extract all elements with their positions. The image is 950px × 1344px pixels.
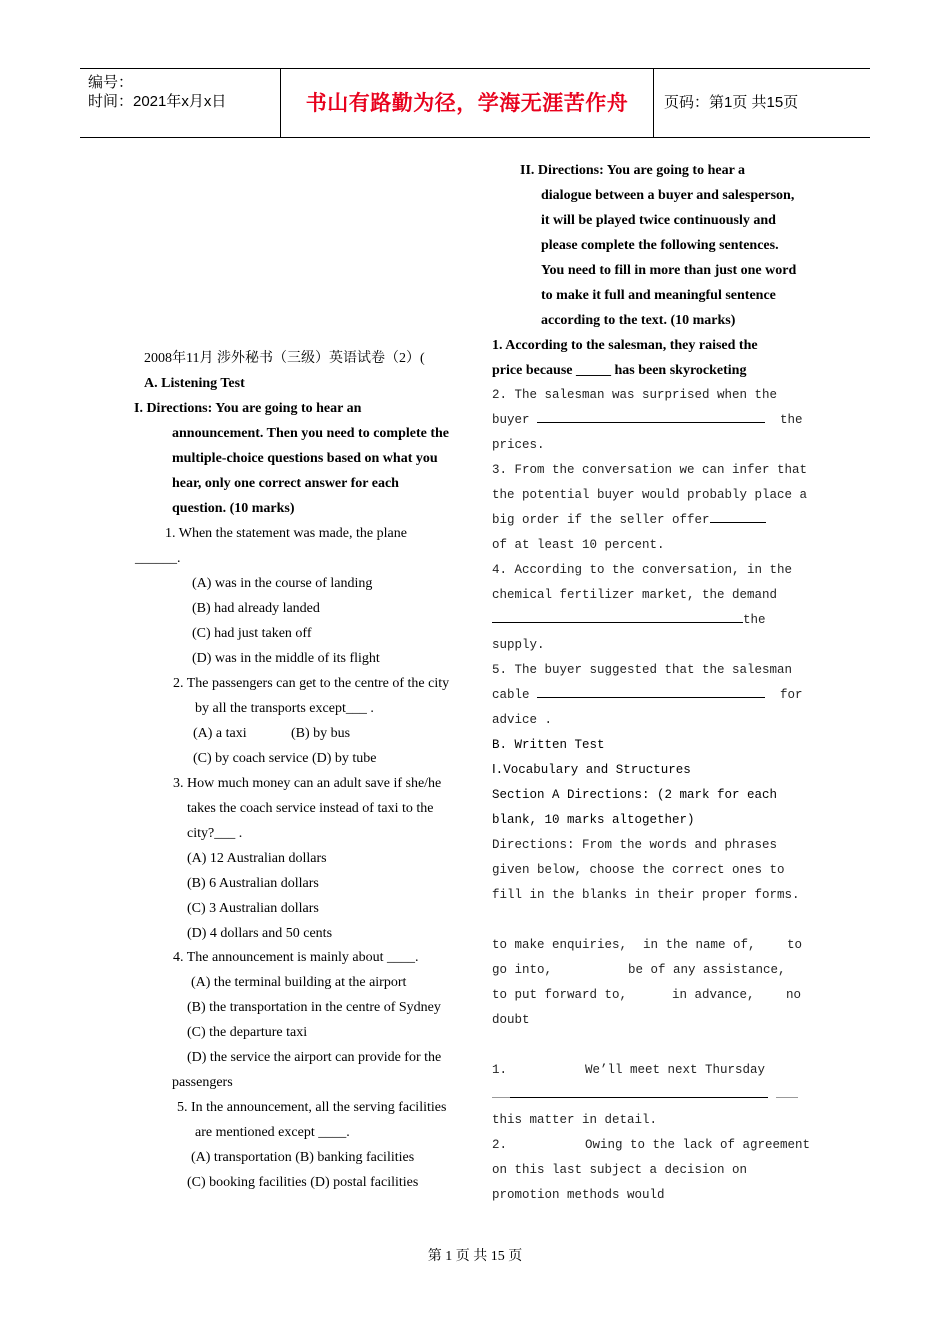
option: (B) by bus <box>291 726 351 741</box>
blank-line <box>710 509 766 523</box>
sentence-3: 3. From the conversation we can infer that <box>492 463 808 477</box>
directions-line: Directions: From the words and phrases <box>492 838 778 852</box>
phrase: to <box>787 938 803 952</box>
section-a-directions: blank, 10 marks altogether) <box>492 813 695 827</box>
sentence-3-word: big order if the seller offer <box>492 513 710 527</box>
sentence-3-cont <box>492 508 766 533</box>
question-3-cont: takes the coach service instead of taxi to the <box>187 801 434 816</box>
exercise-2: Owing to the lack of agreement <box>585 1138 811 1152</box>
phrase: doubt <box>492 1013 530 1027</box>
sentence-4-word: the <box>743 613 766 627</box>
sentence-4-cont: chemical fertilizer market, the demand <box>492 588 778 602</box>
phrase: in the name of, <box>643 938 756 952</box>
blank-line <box>492 609 743 623</box>
option: (A) the terminal building at the airport <box>191 975 407 990</box>
sentence-2-word: the <box>780 413 803 427</box>
dir1-line: multiple-choice questions based on what you <box>172 451 438 466</box>
dir1-line: hear, only one correct answer for each <box>172 476 399 491</box>
question-3: 3. How much money can an adult save if she/he <box>173 776 442 791</box>
phrase: go into, <box>492 963 553 977</box>
phrase: no <box>786 988 802 1002</box>
exercise-1-blank <box>492 1083 798 1108</box>
question-2: 2. The passengers can get to the centre of the city <box>173 676 450 691</box>
header-meta-cell <box>80 69 281 137</box>
dir1-line: announcement. Then you need to complete the <box>172 426 450 441</box>
option: (A) transportation (B) banking facilities <box>191 1150 415 1165</box>
directions-line: fill in the blanks in their proper forms. <box>492 888 800 902</box>
dir1-line: I. Directions: You are going to hear an <box>134 401 362 416</box>
blank-line <box>537 409 765 423</box>
question-5: 5. In the announcement, all the serving facilities <box>177 1100 447 1115</box>
header-page-cell <box>654 69 870 137</box>
option: (B) had already landed <box>192 601 320 616</box>
dir2-line: to make it full and meaningful sentence <box>541 288 776 303</box>
dir2-line: II. Directions: You are going to hear a <box>520 163 746 178</box>
option: (B) 6 Australian dollars <box>187 876 319 891</box>
sentence-2-end: prices. <box>492 438 545 452</box>
dir2-line: according to the text. (10 marks) <box>541 313 736 328</box>
question-3-cont: city?___ . <box>187 826 243 841</box>
exercise-2-number: 2. <box>492 1138 508 1152</box>
option: (C) had just taken off <box>192 626 312 641</box>
sentence-5-word: for <box>780 688 803 702</box>
phrase: to put forward to, <box>492 988 628 1002</box>
blank-line <box>776 1084 798 1098</box>
section-a-title: A. Listening Test <box>144 376 245 391</box>
header-table <box>80 68 870 138</box>
option: (D) was in the middle of its flight <box>192 651 380 666</box>
sentence-2-word: buyer <box>492 413 530 427</box>
sentence-2: 2. The salesman was surprised when the <box>492 388 778 402</box>
sentence-2-cont <box>492 408 765 433</box>
sentence-1: 1. According to the salesman, they raised the <box>492 338 758 353</box>
motto: 书山有路勤为径，学海无涯苦作舟 <box>305 91 629 115</box>
option: (D) 4 dollars and 50 cents <box>187 926 333 941</box>
option: (B) the transportation in the centre of Sydney <box>187 1000 441 1015</box>
option: (C) the departure taxi <box>187 1025 308 1040</box>
sentence-5-word: cable <box>492 688 530 702</box>
phrase: to make enquiries, <box>492 938 628 952</box>
option: (A) was in the course of landing <box>192 576 373 591</box>
page-footer: 第 1 页 共 15 页 <box>427 1249 523 1264</box>
phrase: in advance, <box>672 988 755 1002</box>
blank-line <box>492 1084 510 1098</box>
directions-line: given below, choose the correct ones to <box>492 863 785 877</box>
exercise-1-end: this matter in detail. <box>492 1113 658 1127</box>
sentence-4-end: supply. <box>492 638 545 652</box>
option: (C) by coach service (D) by tube <box>193 751 377 766</box>
question-5-cont: are mentioned except ____. <box>195 1125 350 1140</box>
sentence-5: 5. The buyer suggested that the salesman <box>492 663 793 677</box>
number-label: 编号： <box>88 74 134 91</box>
dir2-line: dialogue between a buyer and salesperson, <box>541 188 795 203</box>
option-cont: passengers <box>172 1075 233 1090</box>
page-info: 页码：第1页 共15页 <box>664 94 799 111</box>
vocab-title: Ⅰ.Vocabulary and Structures <box>492 763 691 777</box>
time-label: 时间：2021年x月x日 <box>88 93 227 110</box>
dir2-line: please complete the following sentences. <box>541 238 779 253</box>
header-motto-cell <box>281 69 654 137</box>
section-b-title: B. Written Test <box>492 738 605 752</box>
question-2-cont: by all the transports except___ . <box>195 701 374 716</box>
question-1-blank: ______. <box>135 551 181 566</box>
exercise-1-number: 1. <box>492 1063 508 1077</box>
question-4: 4. The announcement is mainly about ____. <box>173 950 419 965</box>
option: (C) 3 Australian dollars <box>187 901 319 916</box>
sentence-3-cont: the potential buyer would probably place a <box>492 488 808 502</box>
dir2-line: it will be played twice continuously and <box>541 213 776 228</box>
sentence-3-end: of at least 10 percent. <box>492 538 665 552</box>
option: (A) a taxi <box>193 726 247 741</box>
dir2-line: You need to fill in more than just one word <box>541 263 797 278</box>
option: (C) booking facilities (D) postal facilities <box>187 1175 419 1190</box>
option: (D) the service the airport can provide for the <box>187 1050 442 1065</box>
sentence-5-end: advice . <box>492 713 553 727</box>
blank-line <box>537 684 765 698</box>
phrase: be of any assistance, <box>628 963 786 977</box>
sentence-5-cont <box>492 683 765 708</box>
exercise-2-cont: on this last subject a decision on <box>492 1163 748 1177</box>
exercise-1: We’ll meet next Thursday <box>585 1063 766 1077</box>
sentence-4-cont <box>492 608 766 633</box>
dir1-line: question. (10 marks) <box>172 501 295 516</box>
section-a-directions: Section A Directions: (2 mark for each <box>492 788 778 802</box>
exam-title: 2008年11月 涉外秘书（三级）英语试卷（2）( <box>144 351 425 366</box>
sentence-4: 4. According to the conversation, in the <box>492 563 793 577</box>
exercise-2-cont: promotion methods would <box>492 1188 665 1202</box>
sentence-1-cont: price because _____ has been skyrocketing <box>492 363 747 378</box>
option: (A) 12 Australian dollars <box>187 851 327 866</box>
blank-line <box>510 1084 768 1098</box>
question-1: 1. When the statement was made, the plane <box>165 526 407 541</box>
